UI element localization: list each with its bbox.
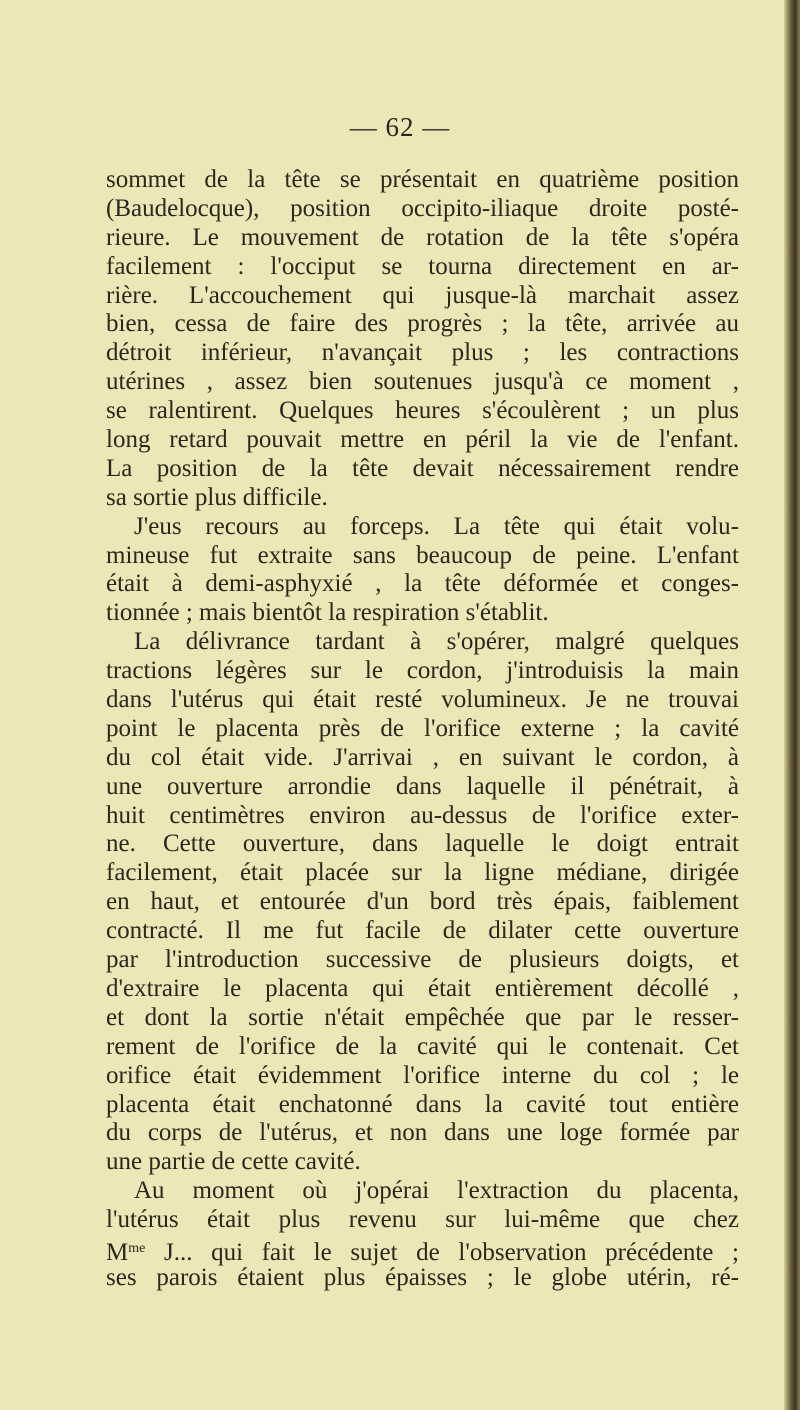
- text-line: [106, 773, 739, 802]
- text-line-content: une partie de cette cavité.: [106, 1148, 361, 1176]
- text-line: [106, 1033, 739, 1062]
- text-line-content: du col était vide. J'arrivai , en suivant le cordon, à: [106, 743, 739, 771]
- text-line-content: sa sortie plus difficile.: [106, 483, 328, 511]
- text-line: [106, 744, 739, 773]
- text-line-content: une ouverture arrondie dans laquelle il pénétrait, à: [106, 772, 739, 800]
- text-line-content: orifice était évidemment l'orifice interne du col ; le: [106, 1061, 739, 1089]
- book-binding-edge: [784, 0, 800, 1410]
- text-line: [106, 1177, 739, 1206]
- text-line: [106, 484, 739, 513]
- text-line-content: facilement : l'occiput se tourna directement en ar-: [106, 252, 739, 280]
- text-line-content: facilement, était placée sur la ligne médiane, dirigée: [106, 859, 739, 887]
- text-line: [106, 917, 739, 946]
- text-line-content: utérines , assez bien soutenues jusqu'à ce moment ,: [106, 368, 739, 396]
- text-line: [106, 455, 739, 484]
- text-line: [106, 628, 739, 657]
- text-line: [106, 888, 739, 917]
- text-line-content: La délivrance tardant à s'opérer, malgré quelques: [134, 628, 739, 656]
- text-line: [106, 975, 739, 1004]
- text-line: [106, 368, 739, 397]
- text-line-content: La position de la tête devait nécessairement rendre: [106, 454, 739, 482]
- text-line-content: du corps de l'utérus, et non dans une loge formée par: [106, 1119, 739, 1147]
- body-text: [106, 166, 739, 1293]
- text-line-content: point le placenta près de l'orifice externe ; la cavité: [106, 714, 739, 742]
- text-line-content: J... qui fait le sujet de l'observation précédente ;: [163, 1238, 739, 1266]
- text-line: [106, 657, 739, 686]
- text-line: [106, 1062, 739, 1091]
- text-line-content: était à demi-asphyxié , la tête déformée et conges-: [106, 570, 739, 598]
- text-line: [106, 859, 739, 888]
- text-line-content: J'eus recours au forceps. La tête qui était volu-: [134, 512, 739, 540]
- text-line: [106, 1235, 739, 1264]
- title-abbreviation: M: [106, 1238, 129, 1266]
- text-line: [106, 1119, 739, 1148]
- text-line: [106, 1091, 739, 1120]
- text-line: [106, 397, 739, 426]
- text-line: [106, 686, 739, 715]
- text-line: [106, 715, 739, 744]
- text-line-content: l'utérus était plus revenu sur lui-même que chez: [106, 1206, 739, 1234]
- text-line: [106, 310, 739, 339]
- text-line-content: et dont la sortie n'était empêchée que par le resser-: [106, 1003, 739, 1031]
- text-line-content: rieure. Le mouvement de rotation de la tête s'opéra: [106, 223, 739, 251]
- text-line: [106, 1004, 739, 1033]
- text-line: [106, 282, 739, 311]
- text-line: [106, 513, 739, 542]
- text-line-content: ses parois étaient plus épaisses ; le globe utérin, ré-: [106, 1263, 739, 1291]
- text-line: [106, 224, 739, 253]
- text-line: [106, 1264, 739, 1293]
- text-line-content: dans l'utérus qui était resté volumineux. Je ne trouvai: [106, 686, 739, 714]
- text-line-content: sommet de la tête se présentait en quatrième position: [106, 166, 739, 193]
- text-line-content: long retard pouvait mettre en péril la vie de l'enfant.: [106, 426, 739, 454]
- text-line: [106, 253, 739, 282]
- text-line: [106, 166, 739, 195]
- text-line-content: rement de l'orifice de la cavité qui le contenait. Cet: [106, 1032, 739, 1060]
- text-line: [106, 426, 739, 455]
- text-line-content: bien, cessa de faire des progrès ; la tête, arrivée au: [106, 310, 739, 338]
- text-line-content: tionnée ; mais bientôt la respiration s'établit.: [106, 599, 549, 627]
- text-line-content: huit centimètres environ au-dessus de l'orifice exter-: [106, 801, 739, 829]
- text-line-content: rière. L'accouchement qui jusque-là marchait assez: [106, 281, 739, 309]
- text-line: [106, 570, 739, 599]
- text-line-content: se ralentirent. Quelques heures s'écoulèrent ; un plus: [106, 397, 739, 425]
- text-line-content: placenta était enchatonné dans la cavité tout entière: [106, 1090, 739, 1118]
- text-line: [106, 1206, 739, 1235]
- text-line: [106, 599, 739, 628]
- text-line: [106, 542, 739, 571]
- text-line: [106, 195, 739, 224]
- text-line: [106, 339, 739, 368]
- text-line-content: détroit inférieur, n'avançait plus ; les contractions: [106, 339, 739, 367]
- text-line-content: en haut, et entourée d'un bord très épais, faiblement: [106, 888, 739, 916]
- text-line: [106, 802, 739, 831]
- text-line-content: d'extraire le placenta qui était entièrement décollé ,: [106, 974, 739, 1002]
- text-line: [106, 946, 739, 975]
- text-line-content: tractions légères sur le cordon, j'introduisis la main: [106, 657, 739, 685]
- text-line-content: par l'introduction successive de plusieurs doigts, et: [106, 946, 739, 974]
- page-number: — 62 —: [349, 112, 451, 142]
- text-line-content: (Baudelocque), position occipito-iliaque droite posté-: [106, 194, 739, 222]
- text-line: [106, 830, 739, 859]
- text-line-content: contracté. Il me fut facile de dilater cette ouverture: [106, 917, 739, 945]
- text-line-content: mineuse fut extraite sans beaucoup de peine. L'enfant: [106, 541, 739, 569]
- text-line-content: Au moment où j'opérai l'extraction du placenta,: [134, 1177, 739, 1205]
- text-line: [106, 1148, 739, 1177]
- text-line-content: ne. Cette ouverture, dans laquelle le doigt entrait: [106, 830, 739, 858]
- title-superscript: me: [128, 1240, 146, 1256]
